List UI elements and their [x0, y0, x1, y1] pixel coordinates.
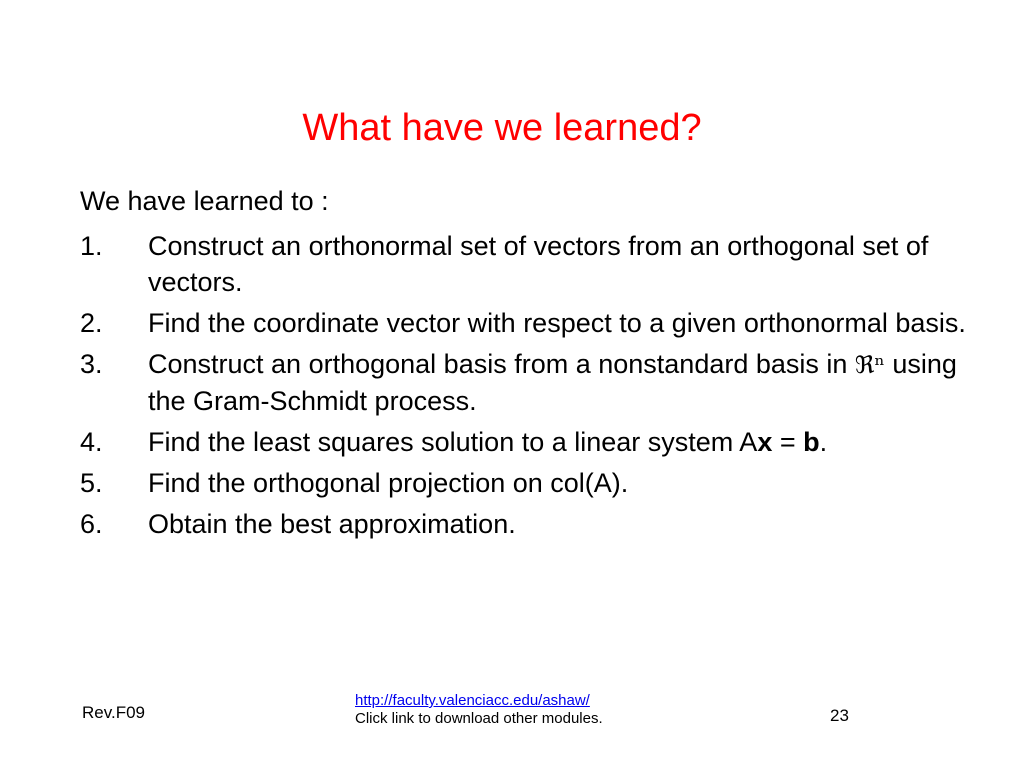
- intro-text: We have learned to :: [80, 186, 329, 216]
- list-item-number: 6.: [80, 509, 103, 539]
- vector-b: b: [803, 427, 820, 457]
- list-item-text-end: using the Gram-Schmidt process.: [148, 349, 957, 416]
- list-item-text: [148, 427, 827, 457]
- list-item-number: 5.: [80, 468, 103, 498]
- list-item: [80, 346, 980, 419]
- list-item-number: 3.: [80, 349, 103, 379]
- list-item-text: Find the orthogonal projection on col(A).: [148, 468, 629, 498]
- real-numbers-symbol: ℜⁿ: [854, 351, 885, 379]
- modules-link[interactable]: http://faculty.valenciacc.edu/ashaw/: [355, 692, 590, 709]
- page-number: 23: [830, 706, 849, 725]
- revision-label: Rev.F09: [82, 703, 145, 722]
- list-item: [80, 228, 980, 300]
- equals-sign: =: [772, 427, 804, 457]
- list-item-period: .: [819, 427, 828, 457]
- list-item: [80, 465, 980, 501]
- footer-link-block: [355, 692, 603, 728]
- link-note: Click link to download other modules.: [355, 710, 603, 727]
- list-item-text-start: Find the least squares solution to a linear system A: [148, 427, 758, 457]
- list-item: [80, 506, 980, 542]
- list-item-text: Obtain the best approximation.: [148, 509, 516, 539]
- vector-x: x: [757, 427, 773, 457]
- list-item-text: [148, 349, 957, 416]
- list-item: [80, 424, 980, 460]
- list-item-number: 4.: [80, 427, 103, 457]
- list-item-text: Find the coordinate vector with respect to a given orthonormal basis.: [148, 308, 966, 338]
- list-item: [80, 305, 980, 341]
- list-item-number: 1.: [80, 231, 103, 261]
- list-item-number: 2.: [80, 308, 103, 338]
- learned-list: [80, 228, 980, 547]
- slide-title: What have we learned?: [302, 107, 702, 149]
- list-item-text: Construct an orthonormal set of vectors from an orthogonal set of vectors.: [148, 231, 929, 297]
- list-item-text-start: Construct an orthogonal basis from a nonstandard basis in: [148, 349, 855, 379]
